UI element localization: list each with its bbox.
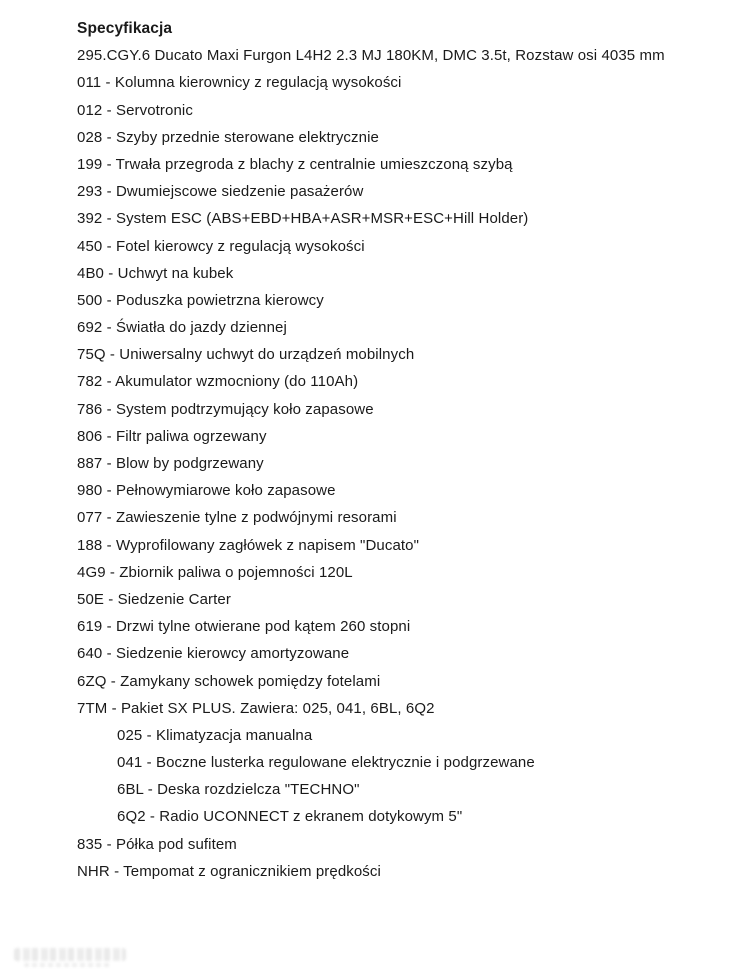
spec-item — [77, 749, 737, 776]
spec-code: 500 — [77, 291, 103, 309]
spec-desc: - Kolumna kierownicy z regulacją wysokości — [101, 74, 402, 92]
spec-code: 806 — [77, 427, 103, 445]
spec-item — [77, 613, 737, 640]
spec-desc: - Drzwi tylne otwierane pod kątem 260 stopni — [102, 618, 411, 636]
spec-desc: - Dwumiejscowe siedzenie pasażerów — [102, 183, 364, 201]
spec-desc: - Radio UCONNECT z ekranem dotykowym 5" — [145, 808, 463, 826]
spec-code: 199 — [77, 155, 103, 173]
spec-desc: - Filtr paliwa ogrzewany — [102, 427, 267, 445]
spec-desc: - Trwała przegroda z blachy z centralnie umieszczoną szybą — [102, 155, 513, 173]
spec-item — [77, 695, 737, 722]
spec-item — [77, 69, 737, 96]
spec-desc: - Deska rozdzielcza "TECHNO" — [143, 781, 360, 799]
spec-desc: - Szyby przednie sterowane elektrycznie — [102, 128, 379, 146]
spec-item — [77, 124, 737, 151]
spec-item — [77, 341, 737, 368]
spec-code: 4B0 — [77, 264, 104, 282]
spec-item — [77, 205, 737, 232]
watermark — [14, 948, 126, 967]
watermark-logo-smudge — [14, 948, 126, 961]
spec-code: 7TM — [77, 699, 108, 717]
spec-code: 835 — [77, 835, 103, 853]
spec-item — [77, 803, 737, 830]
spec-item — [77, 151, 737, 178]
spec-desc: - System ESC (ABS+EBD+HBA+ASR+MSR+ESC+Hill Holder) — [102, 210, 529, 228]
spec-item — [77, 423, 737, 450]
spec-item — [77, 722, 737, 749]
spec-item — [77, 504, 737, 531]
spec-desc: - Blow by podgrzewany — [102, 455, 264, 472]
spec-item — [77, 776, 737, 803]
spec-item — [77, 477, 737, 504]
spec-item — [77, 260, 737, 287]
spec-item — [77, 314, 737, 341]
spec-code: 619 — [77, 618, 103, 636]
spec-item — [77, 368, 737, 395]
spec-code: NHR — [77, 862, 110, 880]
spec-desc: - Fotel kierowcy z regulacją wysokości — [102, 237, 365, 255]
spec-code: 293 — [77, 183, 103, 201]
spec-desc: - Zamykany schowek pomiędzy fotelami — [106, 672, 381, 690]
spec-code: 077 — [77, 509, 103, 527]
spec-code: 6Q2 — [117, 808, 146, 826]
spec-code: 6BL — [117, 781, 144, 799]
spec-item — [77, 559, 737, 586]
spec-code: 887 — [77, 455, 103, 472]
spec-code: 980 — [77, 482, 103, 500]
spec-code: 188 — [77, 536, 103, 554]
spec-item — [77, 450, 737, 477]
spec-desc: - Servotronic — [102, 101, 193, 119]
spec-desc: - System podtrzymujący koło zapasowe — [102, 400, 374, 418]
spec-item — [77, 532, 737, 559]
spec-desc: - Boczne lusterka regulowane elektrycznie i podgrzewane — [142, 754, 535, 772]
spec-desc: - Pakiet SX PLUS. Zawiera: 025, 041, 6BL, 6Q2 — [107, 699, 435, 717]
page-title: Specyfikacja — [77, 20, 173, 37]
spec-item — [77, 233, 737, 260]
spec-desc: - Zawieszenie tylne z podwójnymi resorami — [102, 509, 397, 527]
spec-code: 6ZQ — [77, 672, 107, 690]
spec-code: 4G9 — [77, 563, 106, 581]
spec-item — [77, 831, 737, 858]
spec-desc: - Zbiornik paliwa o pojemności 120L — [105, 563, 353, 581]
spec-item — [77, 178, 737, 205]
spec-desc: - Klimatyzacja manualna — [142, 726, 313, 744]
spec-desc: - Pełnowymiarowe koło zapasowe — [102, 482, 336, 500]
spec-item — [77, 586, 737, 613]
spec-code: 011 — [77, 74, 102, 92]
spec-code: 640 — [77, 645, 103, 663]
spec-code: 692 — [77, 319, 103, 337]
spec-code: 782 — [77, 373, 103, 391]
spec-item — [77, 287, 737, 314]
spec-item — [77, 97, 737, 124]
spec-code: 012 — [77, 101, 103, 119]
spec-desc: - Uniwersalny uchwyt do urządzeń mobilnych — [105, 346, 415, 364]
spec-desc: - Siedzenie kierowcy amortyzowane — [102, 645, 350, 663]
spec-item — [77, 668, 737, 695]
spec-desc: - Akumulator wzmocniony (do 110Ah) — [102, 373, 359, 391]
spec-code: 028 — [77, 128, 103, 146]
spec-list — [77, 69, 737, 885]
spec-desc: - Uchwyt na kubek — [104, 264, 234, 282]
spec-desc: - Siedzenie Carter — [104, 590, 231, 608]
spec-desc: - Tempomat z ogranicznikiem prędkości — [109, 862, 381, 880]
spec-item — [77, 396, 737, 423]
spec-desc: - Poduszka powietrzna kierowcy — [102, 291, 324, 309]
spec-item — [77, 640, 737, 667]
vehicle-model-line: 295.CGY.6 Ducato Maxi Furgon L4H2 2.3 MJ 180KM, DMC 3.5t, Rozstaw osi 4035 mm — [77, 47, 665, 65]
spec-desc: - Światła do jazdy dziennej — [102, 319, 287, 337]
specification-document — [77, 15, 737, 885]
spec-desc: - Wyprofilowany zagłówek z napisem "Ducato" — [102, 536, 420, 554]
spec-code: 50E — [77, 590, 104, 608]
spec-code: 041 — [117, 754, 143, 772]
spec-code: 75Q — [77, 346, 106, 364]
spec-desc: - Półka pod sufitem — [102, 835, 237, 853]
spec-code: 450 — [77, 237, 103, 255]
spec-code: 392 — [77, 210, 103, 228]
spec-code: 786 — [77, 400, 103, 418]
spec-item — [77, 858, 737, 885]
spec-code: 025 — [117, 726, 143, 744]
watermark-subtext-smudge — [24, 963, 110, 967]
